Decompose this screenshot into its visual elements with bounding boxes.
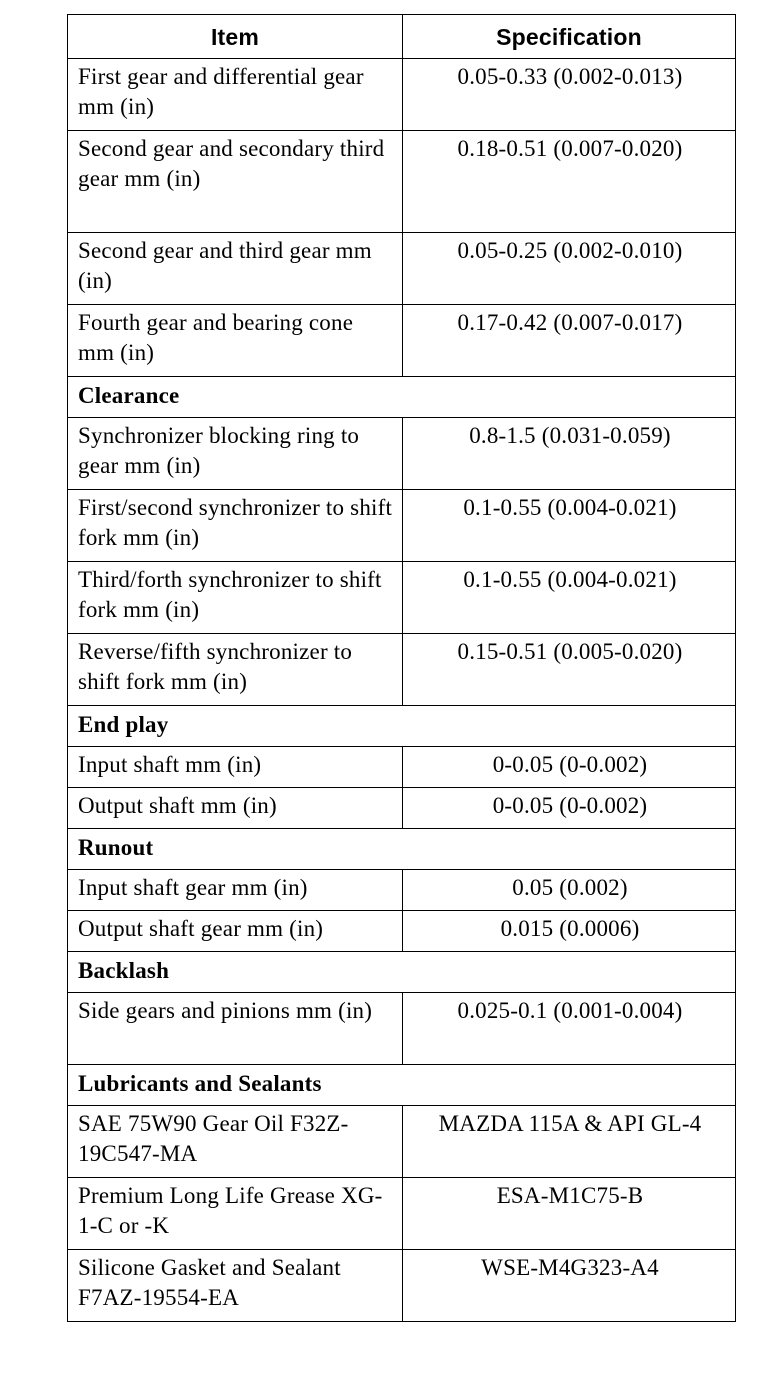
row-item: Input shaft mm (in): [68, 747, 403, 788]
table-row: [68, 993, 736, 1065]
section-row-runout: [68, 829, 736, 870]
table-row: [68, 305, 736, 377]
table-row: [68, 911, 736, 952]
row-item: Reverse/fifth synchronizer to shift fork mm (in): [68, 634, 403, 706]
row-item: Input shaft gear mm (in): [68, 870, 403, 911]
section-row-clearance: [68, 377, 736, 418]
section-title-backlash: Backlash: [68, 952, 736, 993]
row-item: Second gear and secondary third gear mm (in): [68, 131, 403, 233]
row-item: Fourth gear and bearing cone mm (in): [68, 305, 403, 377]
row-spec: 0.17-0.42 (0.007-0.017): [403, 305, 736, 377]
table-row: [68, 562, 736, 634]
section-title-lubricants: Lubricants and Sealants: [68, 1065, 736, 1106]
row-spec: 0.18-0.51 (0.007-0.020): [403, 131, 736, 233]
row-spec: MAZDA 115A & API GL-4: [403, 1106, 736, 1178]
row-item: First gear and differential gear mm (in): [68, 59, 403, 131]
row-spec: ESA-M1C75-B: [403, 1178, 736, 1250]
table-row: [68, 59, 736, 131]
table-row: [68, 418, 736, 490]
table-row: [68, 131, 736, 233]
row-spec: 0.1-0.55 (0.004-0.021): [403, 562, 736, 634]
row-spec: 0.05 (0.002): [403, 870, 736, 911]
table-row: [68, 1250, 736, 1322]
row-spec: 0.05-0.25 (0.002-0.010): [403, 233, 736, 305]
row-item: First/second synchronizer to shift fork mm (in): [68, 490, 403, 562]
section-row-backlash: [68, 952, 736, 993]
row-spec: 0.15-0.51 (0.005-0.020): [403, 634, 736, 706]
row-spec: 0-0.05 (0-0.002): [403, 788, 736, 829]
table-row: [68, 1178, 736, 1250]
row-item: Output shaft mm (in): [68, 788, 403, 829]
table-row: [68, 747, 736, 788]
row-spec: WSE-M4G323-A4: [403, 1250, 736, 1322]
row-item: SAE 75W90 Gear Oil F32Z-19C547-MA: [68, 1106, 403, 1178]
table-row: [68, 634, 736, 706]
row-item: Premium Long Life Grease XG-1-C or -K: [68, 1178, 403, 1250]
row-item: Third/forth synchronizer to shift fork mm (in): [68, 562, 403, 634]
row-spec: 0.8-1.5 (0.031-0.059): [403, 418, 736, 490]
section-title-clearance: Clearance: [68, 377, 736, 418]
section-row-end-play: [68, 706, 736, 747]
row-spec: 0.015 (0.0006): [403, 911, 736, 952]
section-title-end-play: End play: [68, 706, 736, 747]
row-item: Synchronizer blocking ring to gear mm (in): [68, 418, 403, 490]
row-item: Second gear and third gear mm (in): [68, 233, 403, 305]
row-spec: 0.025-0.1 (0.001-0.004): [403, 993, 736, 1065]
header-item: Item: [68, 15, 403, 59]
table-row: [68, 788, 736, 829]
specification-table: [67, 14, 736, 1322]
row-spec: 0-0.05 (0-0.002): [403, 747, 736, 788]
section-row-lubricants: [68, 1065, 736, 1106]
row-spec: 0.05-0.33 (0.002-0.013): [403, 59, 736, 131]
section-title-runout: Runout: [68, 829, 736, 870]
row-item: Side gears and pinions mm (in): [68, 993, 403, 1065]
row-spec: 0.1-0.55 (0.004-0.021): [403, 490, 736, 562]
row-item: Output shaft gear mm (in): [68, 911, 403, 952]
table-row: [68, 1106, 736, 1178]
header-specification: Specification: [403, 15, 736, 59]
table-row: [68, 490, 736, 562]
row-item: Silicone Gasket and Sealant F7AZ-19554-EA: [68, 1250, 403, 1322]
header-row: [68, 15, 736, 59]
table-row: [68, 233, 736, 305]
table-row: [68, 870, 736, 911]
